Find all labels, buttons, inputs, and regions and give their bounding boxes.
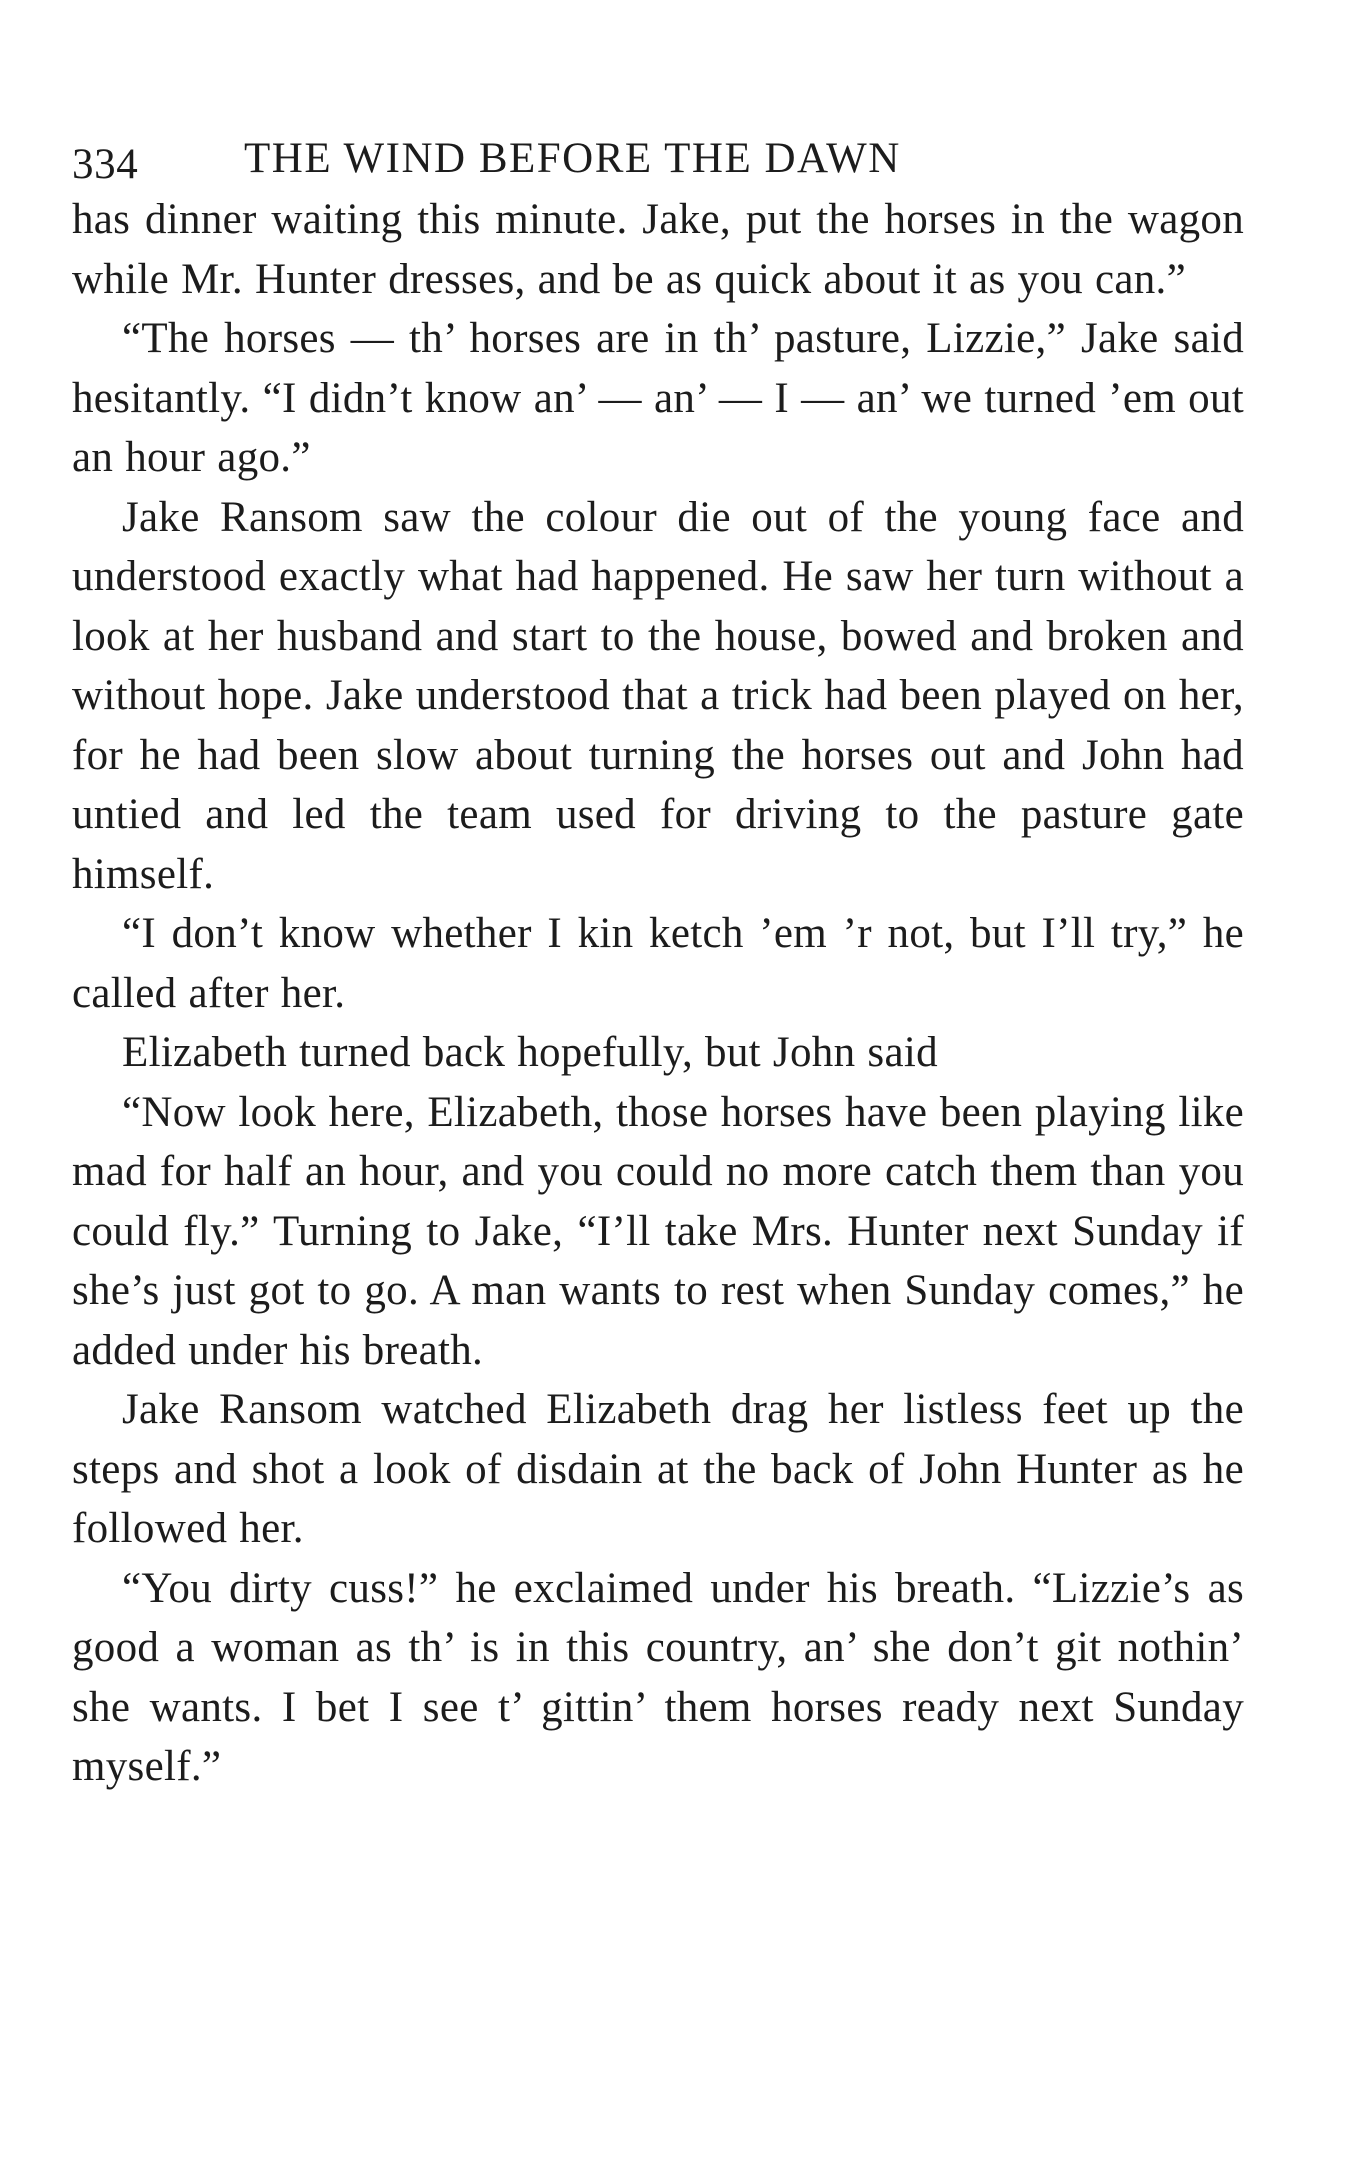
book-page (72, 128, 1244, 1797)
running-header (72, 128, 1244, 190)
paragraph-6: “Now look here, Elizabeth, those horses have been playing like mad for half an hour, and you could no more catch them than you could fly.” Turning to Jake, “I’ll take Mrs. Hunter next Sunday if she’s just got to go. A man wants to rest when Sunday comes,” he added under his breath. (72, 1088, 1244, 1374)
paragraph-1: has dinner waiting this minute. Jake, put the horses in the wagon while Mr. Hunter dresses, and be as quick about it as you can.” (72, 196, 1244, 303)
paragraph-4: “I don’t know whether I kin ketch ’em ’r not, but I’ll try,” he called after her. (72, 910, 1244, 1017)
paragraph-8: “You dirty cuss!” he exclaimed under his breath. “Lizzie’s as good a woman as th’ is in this country, an’ she don’t git nothin’ she wants. I bet I see t’ gittin’ them horses ready next Sunday myself.” (72, 1564, 1244, 1790)
page-body (72, 190, 1244, 1797)
paragraph-7: Jake Ransom watched Elizabeth drag her listless feet up the steps and shot a look of disdain at the back of John Hunter as he followed her. (72, 1386, 1244, 1552)
page-number: 334 (72, 141, 139, 188)
book-title: THE WIND BEFORE THE DAWN (244, 135, 901, 182)
paragraph-3: Jake Ransom saw the colour die out of the young face and understood exactly what had happened. He saw her turn without a look at her husband and start to the house, bowed and broken and without hope. Jake understood that a trick had been played on her, for he had been slow about turning the horses out and John had untied and led the team used for driving to the pasture gate himself. (72, 493, 1244, 898)
paragraph-2: “The horses — th’ horses are in th’ pasture, Lizzie,” Jake said hesitantly. “I didn’t know an’ — an’ — I — an’ we turned ’em out an hour ago.” (72, 315, 1244, 481)
paragraph-5: Elizabeth turned back hopefully, but John said (122, 1029, 938, 1076)
